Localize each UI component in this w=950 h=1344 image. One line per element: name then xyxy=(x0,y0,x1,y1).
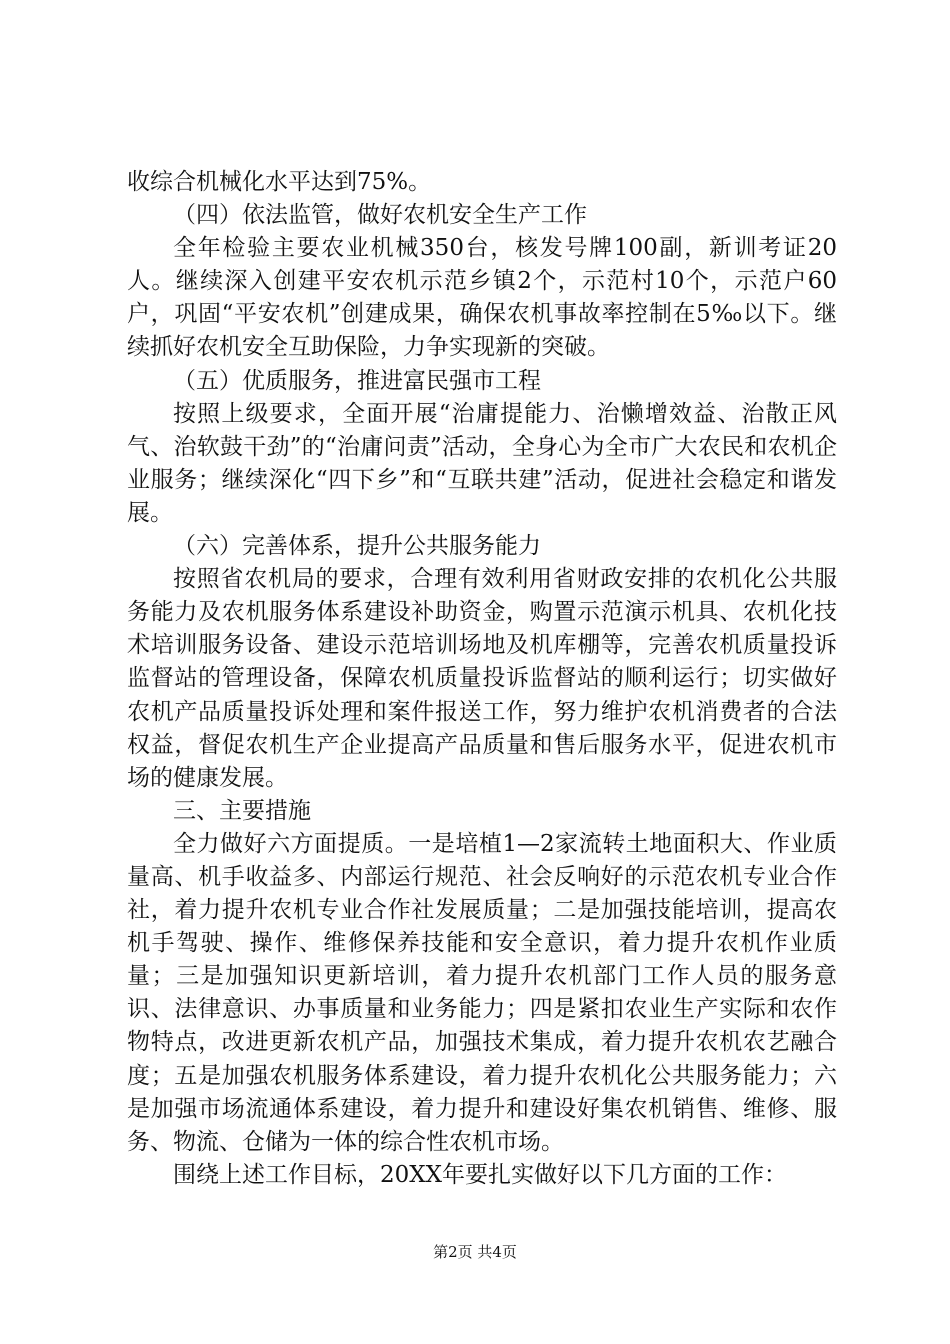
paragraph-six-aspects: 全力做好六方面提质。一是培植1—2家流转土地面积大、作业质量高、机手收益多、内部运行规范、社会反响好的示范农机专业合作社，着力提升农机专业合作社发展质量；二是加强技能培训，提高农机手驾驶、操作、维修保养技能和安全意识，着力提升农机作业质量；三是加强知识更新培训，着力提升农机部门工作人员的服务意识、法律意识、办事质量和业务能力；四是紧扣农业生产实际和农作物特点，改进更新农机产品，加强技术集成，着力提升农机农艺融合度；五是加强农机服务体系建设，着力提升农机化公共服务能力；六是加强市场流通体系建设，着力提升和建设好集农机销售、维修、服务、物流、仓储为一体的综合性农机市场。 xyxy=(127,830,837,1155)
page-number: 第2页 共4页 xyxy=(433,1243,517,1261)
section-heading-5: （五）优质服务，推进富民强市工程 xyxy=(173,367,541,394)
section-heading-4: （四）依法监管，做好农机安全生产工作 xyxy=(173,202,587,229)
section-heading-6: （六）完善体系，提升公共服务能力 xyxy=(173,533,541,560)
section-heading-measures: 三、主要措施 xyxy=(173,797,311,824)
paragraph-continuation: 收综合机械化水平达到75%。 xyxy=(127,169,432,195)
paragraph-work-goals: 围绕上述工作目标，20XX年要扎实做好以下几方面的工作： xyxy=(173,1161,788,1188)
paragraph-safety-work: 全年检验主要农业机械350台，核发号牌100副，新训考证20人。继续深入创建平安农机示范乡镇2个，示范村10个，示范户60户，巩固“平安农机”创建成果，确保农机事故率控制在5‰以下。继续抓好农机安全互助保险，力争实现新的突破。 xyxy=(127,235,837,361)
paragraph-public-service: 按照省农机局的要求，合理有效利用省财政安排的农机化公共服务能力及农机服务体系建设补助资金，购置示范演示机具、农机化技术培训服务设备、建设示范培训场地及机库棚等，完善农机质量投诉监督站的管理设备，保障农机质量投诉监督站的顺利运行；切实做好农机产品质量投诉处理和案件报送工作，努力维护农机消费者的合法权益，督促农机生产企业提高产品质量和售后服务水平，促进农机市场的健康发展。 xyxy=(127,566,837,791)
paragraph-quality-service: 按照上级要求，全面开展“治庸提能力、治懒增效益、治散正风气、治软鼓干劲”的“治庸问责”活动，全身心为全市广大农民和农机企业服务；继续深化“四下乡”和“互联共建”活动，促进社会稳定和谐发展。 xyxy=(127,400,837,526)
page-footer xyxy=(0,1241,950,1262)
document-body xyxy=(127,166,837,1192)
